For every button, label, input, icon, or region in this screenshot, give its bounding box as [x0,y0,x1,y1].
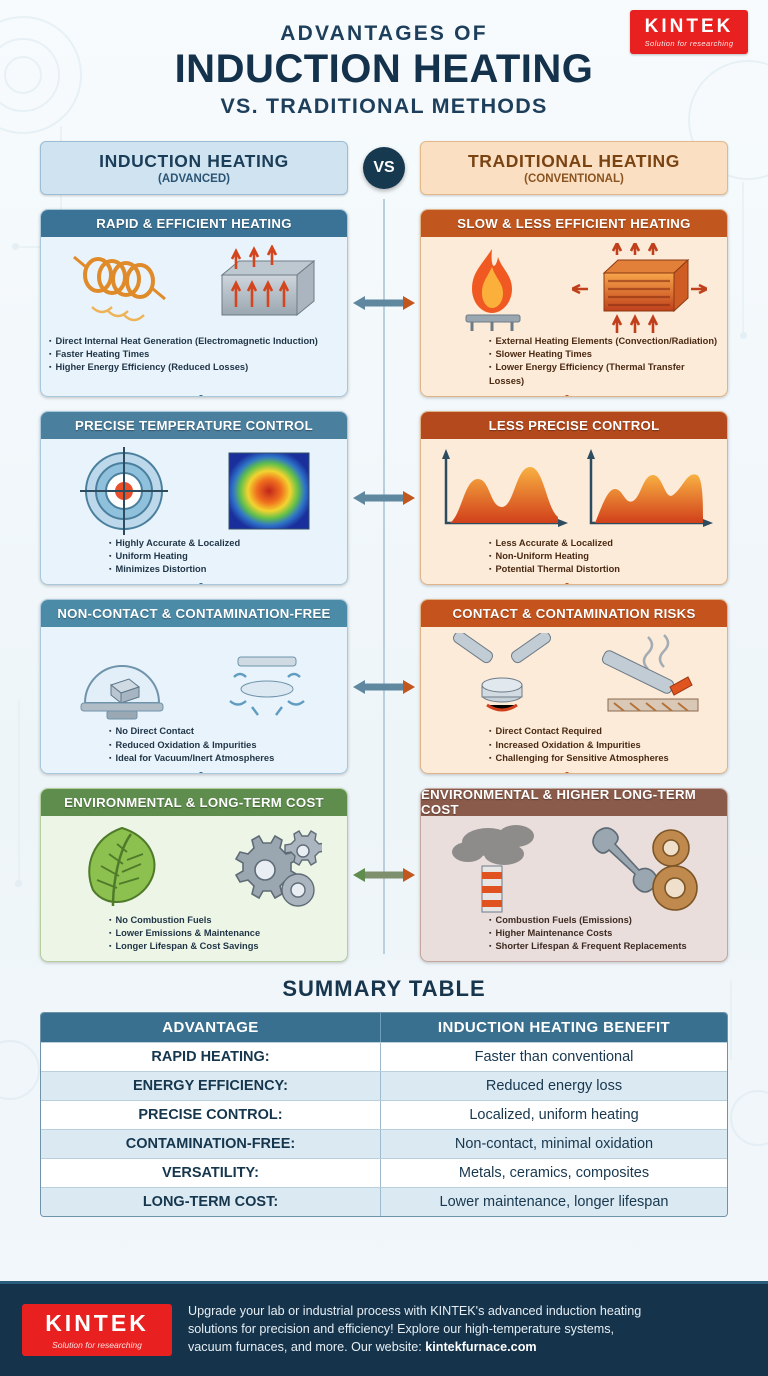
thermal-heatmap-icon [219,445,319,537]
double-arrow-icon [351,677,417,697]
summary-table-title: SUMMARY TABLE [282,976,486,1002]
vacuum-dome-icon [67,633,177,725]
table-header-advantage: ADVANTAGE [41,1013,381,1042]
illustration-leaf-gears [49,822,339,914]
externally-heated-block-icon [572,243,707,335]
list-item: ▪ Lower Emissions & Maintenance [109,927,339,940]
list-item: ▪ External Heating Elements (Convection/Radiation) [489,335,719,348]
comparison-row-2 [40,411,728,586]
card-induction-non-contact [40,599,348,774]
illustration-induction-coil-workpiece [49,243,339,335]
down-arrow-induction-2 [191,583,211,585]
card-traditional-environmental-cost [420,788,728,963]
brand-logo-top [630,10,748,54]
double-arrow-icon [351,293,417,313]
brand-tagline: Solution for researching [644,38,734,48]
footer-line-1: Upgrade your lab or industrial process with KINTEK's advanced induction heating [188,1304,642,1319]
column-header-traditional-title: TRADITIONAL HEATING [468,151,680,171]
table-cell-advantage: PRECISE CONTROL: [41,1101,381,1129]
footer-line-2: solutions for precision and efficiency! Explore our high-temperature systems, [188,1322,615,1337]
list-item: ▪ Slower Heating Times [489,348,719,361]
table-row [41,1129,727,1158]
table-cell-advantage: ENERGY EFFICIENCY: [41,1072,381,1100]
brand-logo-footer [22,1304,172,1356]
card-heading: NON-CONTACT & CONTAMINATION-FREE [41,600,347,627]
bullet-list-induction-2 [49,537,339,577]
levitating-disc-icon [212,633,322,725]
card-heading: LESS PRECISE CONTROL [421,412,727,439]
table-cell-benefit: Faster than conventional [474,1049,634,1066]
card-heading: PRECISE TEMPERATURE CONTROL [41,412,347,439]
comparison-row-3 [40,599,728,774]
compare-arrow-1 [349,293,419,313]
list-item: ▪ Direct Internal Heat Generation (Electromagnetic Induction) [49,335,339,348]
target-icon [69,445,179,537]
table-row [41,1100,727,1129]
list-item: ▪ Lower Energy Efficiency (Thermal Transfer Losses) [489,361,719,387]
double-arrow-icon [351,488,417,508]
hot-rod-smoke-icon [588,633,706,725]
bullet-list-traditional-4 [429,914,719,954]
bullet-list-traditional-3 [429,725,719,765]
illustration-vacuum-dome-levitation [49,633,339,725]
gears-icon [212,822,322,914]
smokestack-icon [444,822,559,914]
table-header-benefit: INDUCTION HEATING BENEFIT [437,1019,671,1037]
table-row [41,1071,727,1100]
table-header-row [41,1013,727,1042]
column-header-traditional [420,141,728,195]
footer-line-3: vacuum furnaces, and more. Our website: [188,1339,426,1354]
comparison-row-1 [40,209,728,397]
list-item: ▪ Higher Energy Efficiency (Reduced Losses) [49,361,339,374]
flame-icon [442,243,547,335]
list-item: ▪ Higher Maintenance Costs [489,927,719,940]
leaf-icon [67,822,177,914]
list-item: ▪ Increased Oxidation & Impurities [489,739,719,752]
card-induction-precise-control [40,411,348,586]
table-row [41,1187,727,1216]
footer [0,1284,768,1376]
table-cell-benefit: Metals, ceramics, composites [458,1165,650,1182]
bullet-list-traditional-1 [429,335,719,388]
table-cell-benefit: Localized, uniform heating [469,1107,639,1124]
table-cell-benefit: Reduced energy loss [485,1078,623,1095]
list-item: ▪ Challenging for Sensitive Atmospheres [489,752,719,765]
bullet-list-induction-4 [49,914,339,954]
down-arrow-traditional-3 [557,772,577,774]
footer-text [188,1303,641,1357]
list-item: ▪ Potential Thermal Distortion [489,563,719,576]
column-header-induction-subtitle: (ADVANCED) [158,173,230,185]
list-item: ▪ Reduced Oxidation & Impurities [109,739,339,752]
card-heading: ENVIRONMENTAL & LONG-TERM COST [41,789,347,816]
list-item: ▪ Shorter Lifespan & Frequent Replacements [489,940,719,953]
list-item: ▪ Ideal for Vacuum/Inert Atmospheres [109,752,339,765]
list-item: ▪ Direct Contact Required [489,725,719,738]
column-header-induction-title: INDUCTION HEATING [99,151,289,171]
table-row [41,1042,727,1071]
induction-coil-icon [62,245,177,333]
card-heading: SLOW & LESS EFFICIENT HEATING [421,210,727,237]
contact-tongs-icon [443,633,561,725]
list-item: ▪ Less Accurate & Localized [489,537,719,550]
card-heading: CONTACT & CONTAMINATION RISKS [421,600,727,627]
illustration-contact-tools-smoke [429,633,719,725]
brand-name: KINTEK [45,1310,149,1336]
brand-tagline: Solution for researching [52,1340,142,1350]
wrench-broken-gears-icon [589,822,704,914]
card-heading: ENVIRONMENTAL & HIGHER LONG-TERM COST [421,789,727,816]
title-line-2: INDUCTION HEATING [174,47,594,91]
column-header-induction [40,141,348,195]
table-row [41,1158,727,1187]
temperature-graph-2-icon [577,445,717,537]
comparison-rows [40,209,728,962]
double-arrow-icon [351,865,417,885]
summary-table [40,1012,728,1217]
illustration-target-heatmap [49,445,339,537]
down-arrow-induction-1 [191,395,211,397]
card-traditional-slow-heating [420,209,728,397]
illustration-irregular-temperature-graphs [429,445,719,537]
table-cell-advantage: CONTAMINATION-FREE: [41,1130,381,1158]
list-item: ▪ Highly Accurate & Localized [109,537,339,550]
table-cell-benefit: Non-contact, minimal oxidation [454,1136,654,1153]
down-arrow-traditional-2 [557,583,577,585]
compare-arrow-4 [349,865,419,885]
title-line-3: VS. TRADITIONAL METHODS [220,94,548,118]
card-traditional-contamination [420,599,728,774]
bullet-list-traditional-2 [429,537,719,577]
list-item: ▪ Non-Uniform Heating [489,550,719,563]
compare-arrow-3 [349,677,419,697]
column-header-traditional-subtitle: (CONVENTIONAL) [524,173,624,185]
table-cell-advantage: LONG-TERM COST: [41,1188,381,1216]
list-item: ▪ Faster Heating Times [49,348,339,361]
card-traditional-less-precise [420,411,728,586]
footer-website-link[interactable]: kintekfurnace.com [425,1339,537,1354]
list-item: ▪ Minimizes Distortion [109,563,339,576]
table-cell-advantage: VERSATILITY: [41,1159,381,1187]
bullet-list-induction-1 [49,335,339,375]
vs-badge: VS [363,147,405,189]
illustration-smokestack-broken-gears [429,822,719,914]
brand-name: KINTEK [644,15,734,37]
table-cell-advantage: RAPID HEATING: [41,1043,381,1071]
title-line-1: ADVANTAGES OF [280,22,488,45]
compare-arrow-2 [349,488,419,508]
card-induction-rapid-heating [40,209,348,397]
column-headers [40,141,728,195]
temperature-graph-1-icon [432,445,572,537]
list-item: ▪ Longer Lifespan & Cost Savings [109,940,339,953]
list-item: ▪ No Direct Contact [109,725,339,738]
comparison-row-4 [40,788,728,963]
list-item: ▪ Uniform Heating [109,550,339,563]
heated-block-icon [202,245,327,333]
down-arrow-traditional-1 [557,395,577,397]
table-cell-benefit: Lower maintenance, longer lifespan [439,1194,669,1211]
list-item: ▪ No Combustion Fuels [109,914,339,927]
card-heading: RAPID & EFFICIENT HEATING [41,210,347,237]
list-item: ▪ Combustion Fuels (Emissions) [489,914,719,927]
card-induction-environmental [40,788,348,963]
bullet-list-induction-3 [49,725,339,765]
down-arrow-induction-3 [191,772,211,774]
illustration-flame-burner [429,243,719,335]
